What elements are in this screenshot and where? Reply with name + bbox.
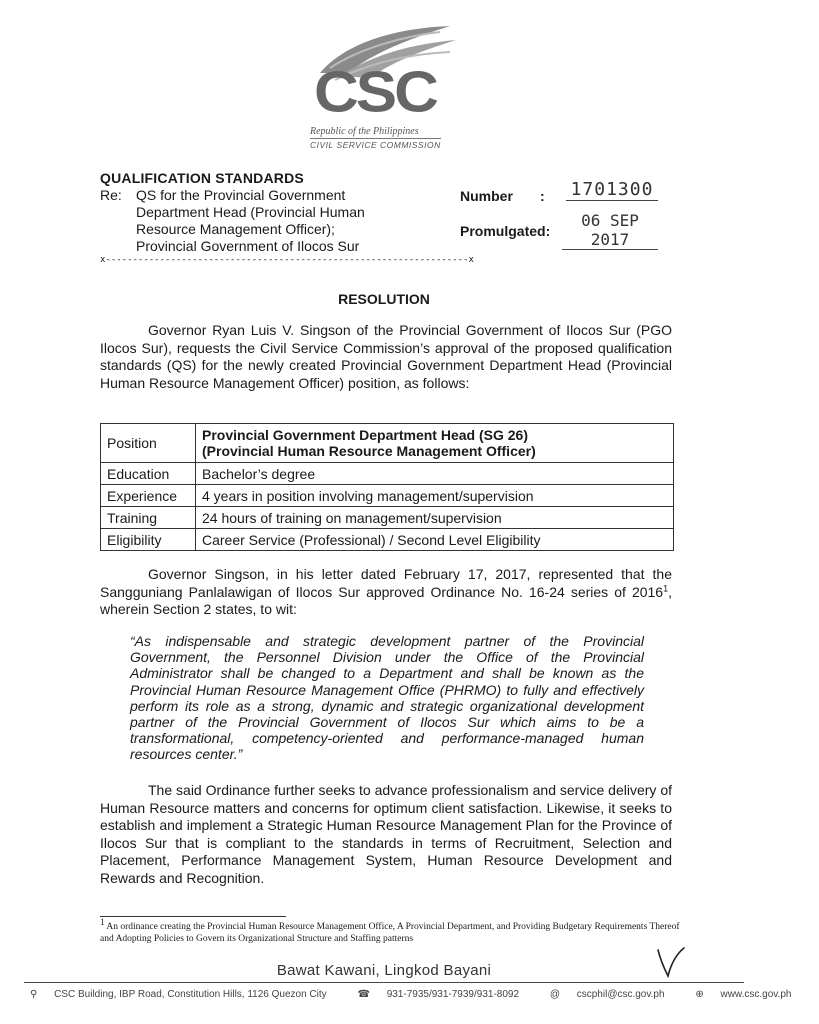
paragraph-objectives — [100, 782, 672, 887]
table-row — [101, 507, 674, 529]
logo-republic: Republic of the Philippines — [310, 126, 419, 137]
table-cell-label: Eligibility — [101, 529, 196, 551]
footer-website — [695, 989, 805, 1000]
footer-email — [550, 989, 679, 1000]
footer-contact — [30, 989, 792, 1000]
location-pin-icon: ⚲ — [30, 989, 38, 1000]
document-title: QUALIFICATION STANDARDS — [100, 170, 304, 186]
table-cell-label: Training — [101, 507, 196, 529]
footnote — [100, 916, 680, 945]
footer-phone-text: 931-7935/931-7939/931-8092 — [386, 989, 520, 1000]
table-cell-value: 24 hours of training on management/supervision — [196, 507, 674, 529]
handwritten-check-icon — [650, 942, 690, 982]
position-title: Provincial Government Department Head (SG 26) — [202, 427, 528, 443]
footnote-divider — [100, 916, 286, 917]
table-row — [101, 424, 674, 463]
logo-text: CSC — [314, 60, 436, 125]
paragraph-ordinance — [100, 566, 672, 619]
re-subject — [136, 187, 365, 255]
qualification-table — [100, 423, 674, 551]
promulgated-label: Promulgated: — [460, 223, 551, 239]
number-label: Number — [460, 188, 513, 204]
re-line: Resource Management Officer); — [136, 221, 335, 237]
email-icon: @ — [549, 989, 560, 1000]
promulgated-value: 06 SEP 2017 — [562, 211, 658, 250]
footer-address — [30, 989, 341, 1000]
footer-address-text: CSC Building, IBP Road, Constitution Hills, 1126 Quezon City — [54, 989, 327, 1000]
csc-logo — [300, 18, 460, 148]
re-line: QS for the Provincial Government — [136, 187, 346, 203]
phone-icon: ☎ — [357, 989, 370, 1000]
footer-phone — [357, 989, 533, 1000]
footer-email-text: cscphil@csc.gov.ph — [576, 989, 665, 1000]
table-cell-label: Experience — [101, 485, 196, 507]
footer-website-text: www.csc.gov.ph — [720, 989, 792, 1000]
re-label: Re: — [100, 187, 122, 203]
paragraph-text: The said Ordinance further seeks to advance professionalism and service delivery of Human Resource matters and concerns for optimum client satisfaction. Likewise, it seeks to establish and implement a Strategic Human Resource Management Plan for the Province of Ilocos Sur that is compliant to the standards in terms of Recruitment, Selection and Placement, Performance Management System, Human Resource Development and Rewards and Recognition. — [100, 782, 672, 886]
table-cell-value — [196, 424, 674, 463]
table-cell-label: Education — [101, 463, 196, 485]
paragraph-text: , wherein Section 2 states, to wit: — [100, 583, 672, 617]
separator-line: x-------------------------------------------------------------------x — [100, 255, 474, 265]
table-cell-label: Position — [101, 424, 196, 463]
resolution-heading: RESOLUTION — [338, 291, 430, 307]
ordinance-quote: “As indispensable and strategic development partner of the Provincial Government, the Personnel Division under the Office of the Provincial Administrator shall be changed to a Department and shall be known as the Provincial Human Resource Management Office (PHRMO) to fully and effectively perform its role as a strong, dynamic and strategic organizational development partner of the Provincial Government of Ilocos Sur which aims to be a transformational, competency-oriented and performance-managed human resources center.” — [130, 633, 644, 763]
re-line: Provincial Government of Ilocos Sur — [136, 238, 360, 254]
table-cell-value: Bachelor’s degree — [196, 463, 674, 485]
motto: Bawat Kawani, Lingkod Bayani — [276, 962, 492, 979]
footer-divider — [24, 982, 744, 983]
table-row — [101, 529, 674, 551]
paragraph-text: Governor Singson, in his letter dated February 17, 2017, represented that the Sangguniang Panlalawigan of Ilocos Sur approved Ordinance No. 16-24 series of 2016 — [100, 566, 672, 600]
table-row — [101, 463, 674, 485]
footnote-ref: 1 — [663, 582, 669, 593]
globe-icon: ⊕ — [695, 989, 704, 1000]
logo-commission: CIVIL SERVICE COMMISSION — [310, 140, 441, 150]
paragraph-intro — [100, 322, 672, 392]
number-value: 1701300 — [566, 179, 658, 201]
table-cell-value: 4 years in position involving management/supervision — [196, 485, 674, 507]
re-line: Department Head (Provincial Human — [136, 204, 365, 220]
footnote-text: An ordinance creating the Provincial Human Resource Management Office, A Provincial Department, and Providing Budgetary Requirements Thereof and Adopting Policies to Govern its Organizational Structure and Staffing patterns — [100, 922, 680, 944]
number-colon: : — [540, 188, 545, 204]
table-cell-value: Career Service (Professional) / Second Level Eligibility — [196, 529, 674, 551]
footnote-marker: 1 — [100, 916, 105, 927]
paragraph-text: Governor Ryan Luis V. Singson of the Provincial Government of Ilocos Sur (PGO Ilocos Sur), requests the Civil Service Commission’s approval of the proposed qualification standards (QS) for the newly created Provincial Government Department Head (Provincial Human Resource Management Officer) position, as follows: — [100, 322, 672, 391]
table-row — [101, 485, 674, 507]
position-subtitle: (Provincial Human Resource Management Officer) — [202, 443, 536, 459]
